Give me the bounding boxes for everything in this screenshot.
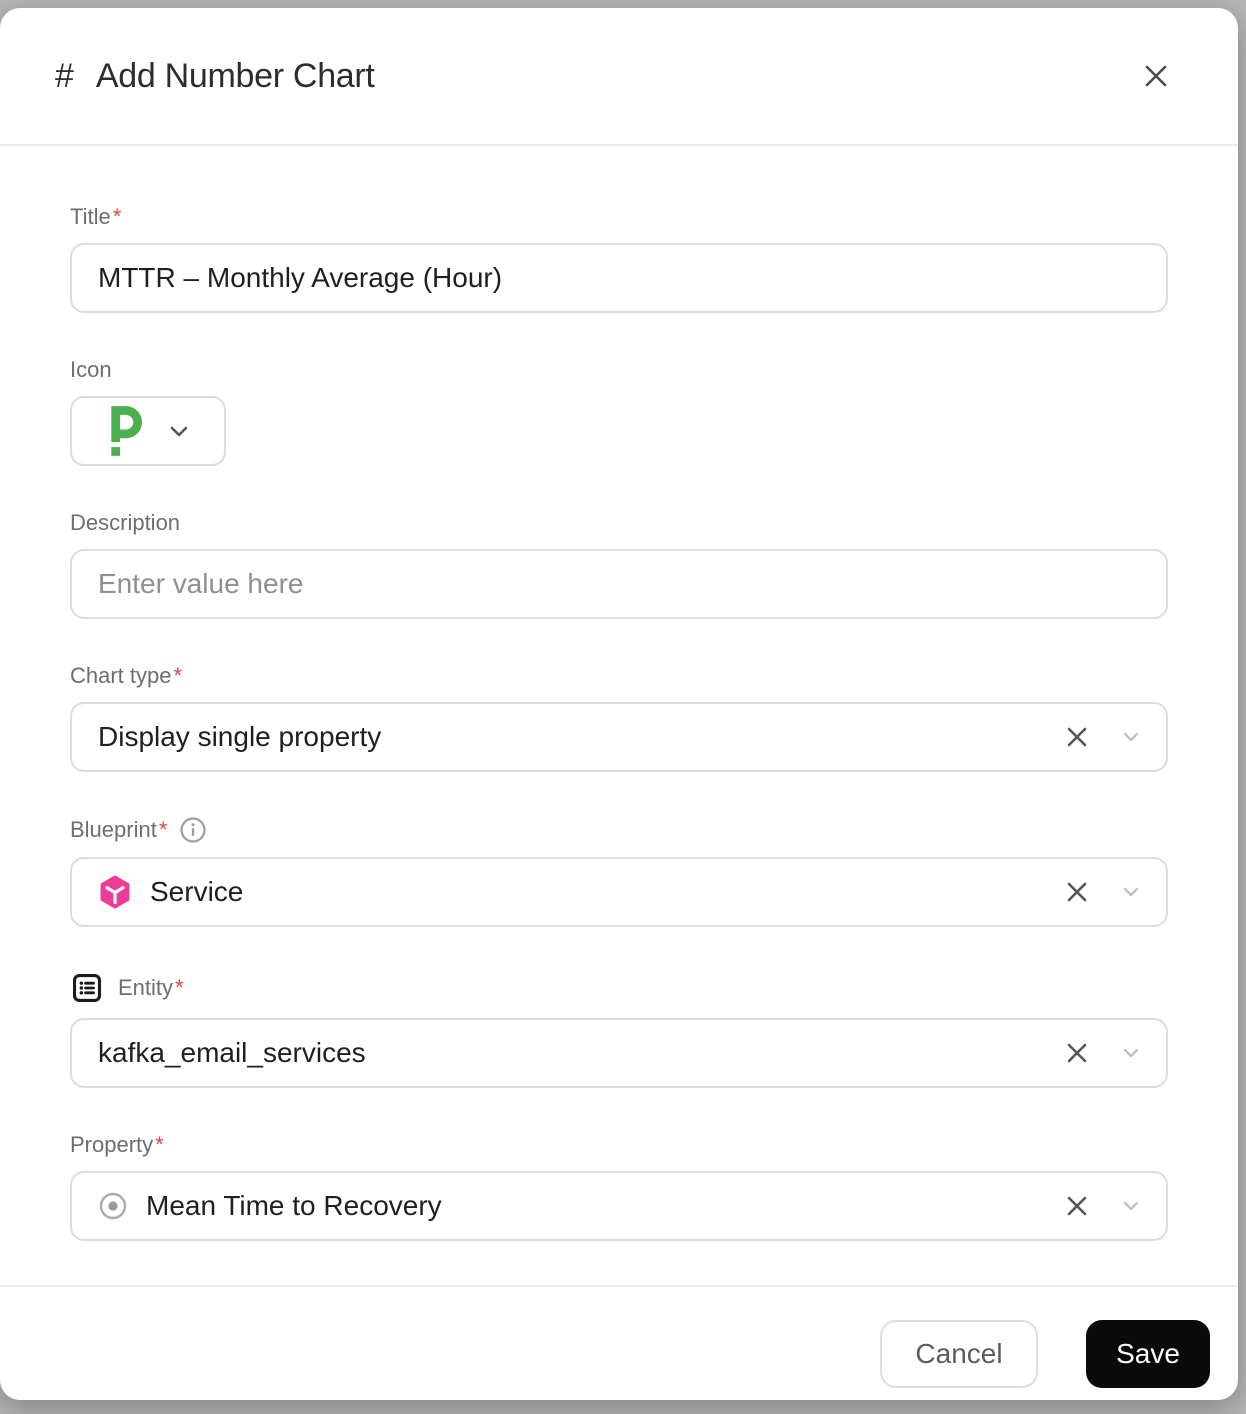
title-field xyxy=(70,204,1168,313)
dialog-body xyxy=(0,146,1238,1285)
dialog-footer xyxy=(0,1285,1238,1400)
cancel-button[interactable]: Cancel xyxy=(880,1320,1038,1388)
icon-picker-button[interactable] xyxy=(70,396,226,466)
entity-label: Entity xyxy=(118,975,174,1000)
entity-value: kafka_email_services xyxy=(98,1037,366,1068)
entity-field xyxy=(70,971,1168,1088)
chevron-down-icon[interactable] xyxy=(1120,1042,1142,1064)
add-number-chart-dialog xyxy=(0,8,1238,1400)
close-icon xyxy=(1139,59,1173,93)
entity-required-asterisk: * xyxy=(175,975,184,1000)
hash-icon: # xyxy=(55,56,74,95)
blueprint-required-asterisk: * xyxy=(158,817,168,842)
property-select[interactable] xyxy=(70,1171,1168,1241)
chart-type-required-asterisk: * xyxy=(173,663,183,688)
close-button[interactable] xyxy=(1134,54,1178,98)
description-label: Description xyxy=(70,510,181,535)
icon-label: Icon xyxy=(70,357,112,382)
clear-icon[interactable] xyxy=(1064,1193,1090,1219)
info-icon[interactable] xyxy=(179,816,207,844)
port-logo-icon xyxy=(104,406,142,456)
dialog-header xyxy=(0,8,1238,146)
chevron-down-icon[interactable] xyxy=(1120,726,1142,748)
title-label: Title xyxy=(70,204,111,229)
clear-icon[interactable] xyxy=(1064,724,1090,750)
chevron-down-icon[interactable] xyxy=(1120,1195,1142,1217)
blueprint-value: Service xyxy=(150,876,244,907)
property-required-asterisk: * xyxy=(155,1132,164,1157)
blueprint-cube-icon xyxy=(98,875,132,909)
property-field xyxy=(70,1132,1168,1241)
save-button[interactable]: Save xyxy=(1086,1320,1210,1388)
icon-field xyxy=(70,357,1168,466)
chevron-down-icon xyxy=(166,418,192,444)
chart-type-field xyxy=(70,663,1168,772)
blueprint-field xyxy=(70,816,1168,927)
chart-type-value: Display single property xyxy=(98,721,382,752)
blueprint-select[interactable] xyxy=(70,857,1168,927)
entity-list-icon xyxy=(70,971,104,1005)
property-radio-icon xyxy=(98,1191,128,1221)
description-input[interactable] xyxy=(70,549,1168,619)
property-value: Mean Time to Recovery xyxy=(146,1190,442,1221)
entity-select[interactable] xyxy=(70,1018,1168,1088)
chart-type-select[interactable] xyxy=(70,702,1168,772)
title-input[interactable] xyxy=(70,243,1168,313)
clear-icon[interactable] xyxy=(1064,1040,1090,1066)
title-required-asterisk: * xyxy=(112,204,122,229)
clear-icon[interactable] xyxy=(1064,879,1090,905)
blueprint-label: Blueprint xyxy=(70,817,157,842)
chevron-down-icon[interactable] xyxy=(1120,881,1142,903)
property-label: Property xyxy=(70,1132,154,1157)
chart-type-label: Chart type xyxy=(70,663,172,688)
description-field xyxy=(70,510,1168,619)
dialog-title: Add Number Chart xyxy=(95,56,375,95)
